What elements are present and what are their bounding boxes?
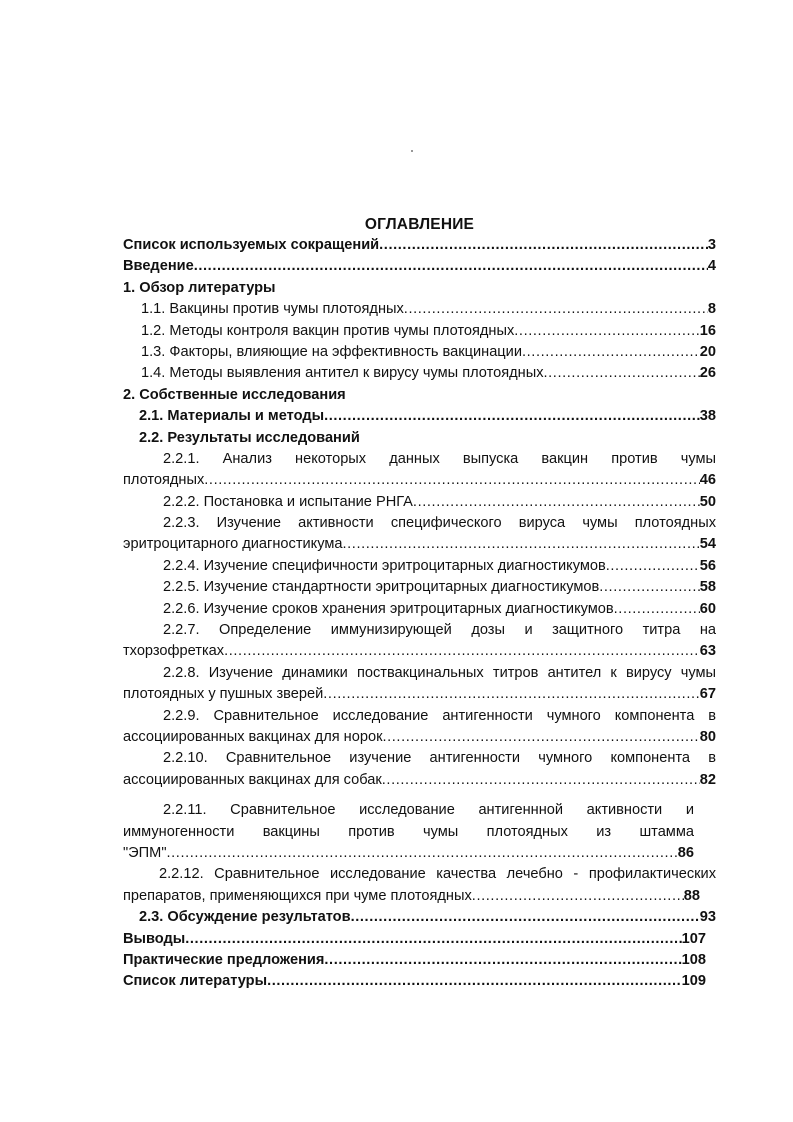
toc-entry-2-2-10[interactable] — [123, 748, 716, 791]
toc-entry-text: плотоядных у пушных зверей — [123, 686, 324, 703]
toc-entry-text-line: 2.2.9. Сравнительное исследование антигенности чумного компонента в — [163, 707, 716, 724]
toc-entry-text: Выводы — [123, 930, 186, 947]
toc-entry-2-2-4[interactable] — [123, 556, 716, 577]
toc-page-number: 60 — [699, 600, 716, 617]
toc-entry-text: Практические предложения — [123, 951, 325, 968]
toc-page-number: 56 — [699, 557, 716, 574]
toc-entry-1-4[interactable] — [123, 363, 716, 384]
toc-page-number: 88 — [683, 887, 700, 904]
toc-section-heading: 1. Обзор литературы — [123, 279, 276, 296]
toc-page-number: 58 — [699, 579, 716, 596]
toc-entry-2-2-9[interactable] — [123, 706, 716, 749]
toc-entry-text: Список используемых сокращений — [123, 237, 380, 253]
toc-entry-1-3[interactable] — [123, 342, 716, 363]
toc-entry-text: 2.2.2. Постановка и испытание РНГА — [163, 493, 413, 510]
toc-entry-text: 1.2. Методы контроля вакцин против чумы плотоядных — [141, 322, 515, 339]
toc-page-number: 46 — [699, 472, 716, 489]
toc-entry-text-line: 2.2.10. Сравнительное изучение антигенности чумного компонента в — [163, 750, 716, 767]
toc-entry-abbreviations[interactable] — [123, 235, 716, 256]
toc-page-number: 63 — [699, 643, 716, 660]
toc-page-number: 3 — [707, 237, 716, 253]
toc-entry-conclusions[interactable] — [123, 929, 706, 950]
toc-entry-practical-proposals[interactable] — [123, 950, 706, 971]
toc-entry-text-line: 2.2.3. Изучение активности специфического вируса чумы плотоядных — [163, 515, 716, 532]
toc-entry-text: 2.2.6. Изучение сроков хранения эритроцитарных диагностикумов — [163, 600, 614, 617]
toc-entry-text: ассоциированных вакцинах для собак — [123, 771, 382, 788]
toc-entry-2-2-7[interactable] — [123, 620, 716, 663]
toc-entry-2-2-6[interactable] — [123, 599, 716, 620]
toc-entry-text: плотоядных — [123, 472, 205, 489]
toc-entry-1-2[interactable] — [123, 321, 716, 342]
toc-entry-2-2-3[interactable] — [123, 513, 716, 556]
toc-entry-2-1[interactable] — [123, 406, 716, 427]
toc-entry-2-2-1[interactable] — [123, 449, 716, 492]
toc-page-number: 82 — [699, 771, 716, 788]
toc-entry-text: 2.2.4. Изучение специфичности эритроцитарных диагностикумов — [163, 557, 606, 574]
toc-entry-2-3[interactable] — [123, 907, 716, 928]
toc-entry-text-line: иммуногенности вакцины против чумы плотоядных из штамма — [123, 823, 694, 840]
toc-entry-text: 1.4. Методы выявления антител к вирусу чумы плотоядных — [141, 365, 544, 382]
toc-page-number: 26 — [699, 365, 716, 382]
toc-entry-text: эритроцитарного диагностикума — [123, 536, 343, 553]
toc-entry-2-2-8[interactable] — [123, 663, 716, 706]
toc-entry-text: Введение — [123, 258, 194, 275]
toc-section-literature-review[interactable] — [123, 278, 716, 299]
toc-entry-introduction[interactable] — [123, 256, 716, 277]
toc-entry-2-2-11[interactable] — [123, 800, 694, 864]
toc-page-number: 93 — [699, 909, 716, 926]
toc-page-number: 8 — [707, 301, 716, 318]
toc-entry-2-2-5[interactable] — [123, 577, 716, 598]
toc-page-number: 67 — [699, 686, 716, 703]
toc-entry-text: Список литературы — [123, 973, 268, 990]
table-of-contents — [123, 214, 716, 993]
toc-entry-references[interactable] — [123, 971, 706, 992]
toc-page-number: 109 — [681, 973, 706, 990]
toc-entry-2-2-12[interactable] — [123, 864, 716, 907]
toc-page-number: 108 — [681, 951, 706, 968]
scan-speck — [411, 150, 413, 152]
toc-entry-text-line: 2.2.8. Изучение динамики поствакцинальных титров антител к вирусу чумы — [163, 664, 716, 681]
toc-page-number: 86 — [677, 844, 694, 861]
toc-entry-text-line: 2.2.12. Сравнительное исследование качества лечебно - профилактических — [159, 866, 716, 883]
toc-page-number: 38 — [699, 408, 716, 425]
toc-page-number: 4 — [707, 258, 716, 275]
toc-entry-text: 2.1. Материалы и методы — [139, 408, 325, 425]
toc-section-heading: 2. Собственные исследования — [123, 386, 346, 403]
toc-page-number: 80 — [699, 728, 716, 745]
toc-page-number: 107 — [681, 930, 706, 947]
toc-entry-text: препаратов, применяющихся при чуме плотоядных — [123, 887, 472, 904]
toc-entry-text: "ЭПМ" — [123, 844, 167, 861]
toc-entry-text: 2.3. Обсуждение результатов — [139, 909, 351, 926]
toc-section-results[interactable] — [123, 428, 716, 449]
toc-entry-text: 1.3. Факторы, влияющие на эффективность вакцинации — [141, 343, 522, 360]
toc-page-number: 16 — [699, 322, 716, 339]
toc-page-number: 54 — [699, 536, 716, 553]
toc-entry-text: тхорзофретках — [123, 643, 225, 660]
toc-entry-text-line: 2.2.1. Анализ некоторых данных выпуска вакцин против чумы — [163, 450, 716, 467]
toc-entry-text-line: 2.2.11. Сравнительное исследование антигеннной активности и — [163, 802, 694, 819]
toc-section-heading: 2.2. Результаты исследований — [139, 429, 360, 446]
toc-entry-text: 2.2.5. Изучение стандартности эритроцитарных диагностикумов — [163, 579, 600, 596]
toc-entry-text-line: 2.2.7. Определение иммунизирующей дозы и защитного титра на — [163, 622, 716, 639]
toc-page-number: 50 — [699, 493, 716, 510]
toc-entry-1-1[interactable] — [123, 299, 716, 320]
page-title: ОГЛАВЛЕНИЕ — [364, 216, 475, 233]
toc-page-number: 20 — [699, 343, 716, 360]
toc-section-own-research[interactable] — [123, 385, 716, 406]
toc-entry-text: ассоциированных вакцинах для норок — [123, 728, 383, 745]
toc-entry-2-2-2[interactable] — [123, 492, 716, 513]
toc-entry-text: 1.1. Вакцины против чумы плотоядных — [141, 301, 404, 318]
